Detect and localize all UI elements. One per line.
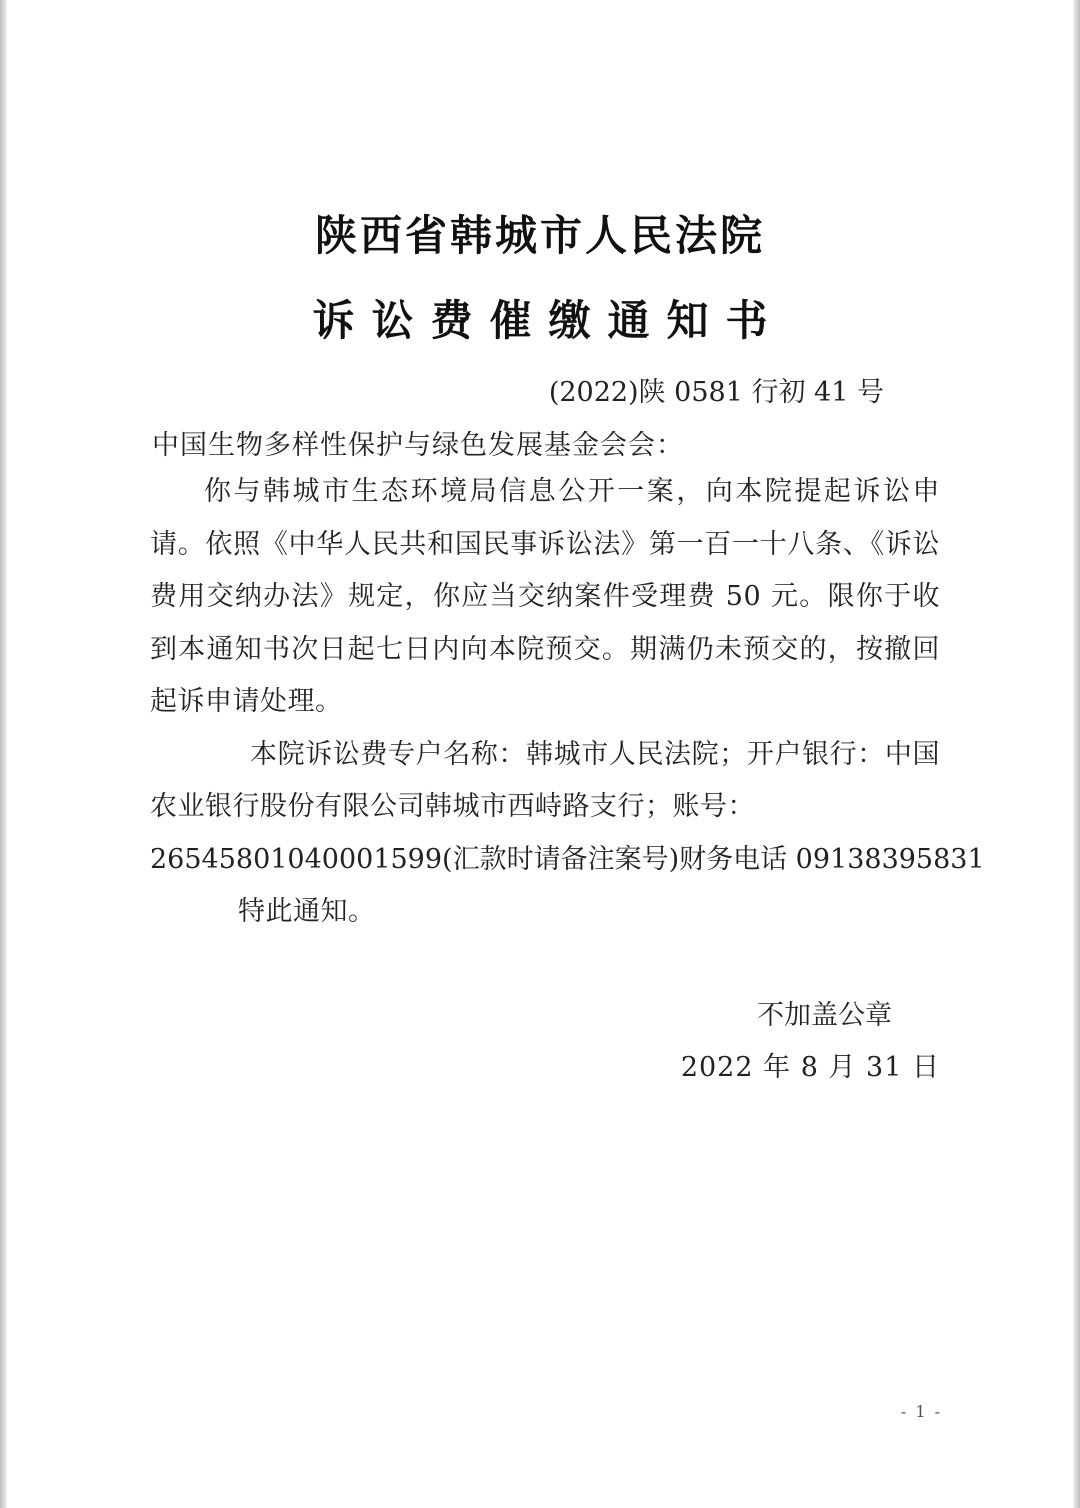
body-paragraph-1: 你与韩城市生态环境局信息公开一案，向本院提起诉讼申请。依照《中华人民共和国民事诉讼法》第一百一十八条、《诉讼费用交纳办法》规定，你应当交纳案件受理费 50 元。限你于收到本通知书次日起七日内向本院预交。期满仍未预交的，按撤回起诉申请处理。: [150, 476, 940, 717]
notice-title: 诉讼费催缴通知书: [312, 296, 785, 345]
case-number: (2022)陕 0581 行初 41 号: [548, 377, 884, 408]
closing-line: 特此通知。: [238, 896, 376, 927]
account-number-line: 26545801040001599(汇款时请备注案号)财务电话 09138395831: [150, 843, 985, 875]
addressee: 中国生物多样性保护与绿色发展基金会会：: [152, 430, 684, 461]
issue-date: 2022 年 8 月 31 日: [680, 1052, 940, 1083]
page-number: - 1 -: [900, 1402, 942, 1421]
signature-note: 不加盖公章: [757, 1000, 892, 1031]
court-name-title: 陕西省韩城市人民法院: [314, 211, 765, 260]
notice-body: [150, 466, 985, 939]
body-paragraph-2: 本院诉讼费专户名称：韩城市人民法院；开户银行：中国农业银行股份有限公司韩城市西峙路支行；账号：: [150, 738, 940, 822]
